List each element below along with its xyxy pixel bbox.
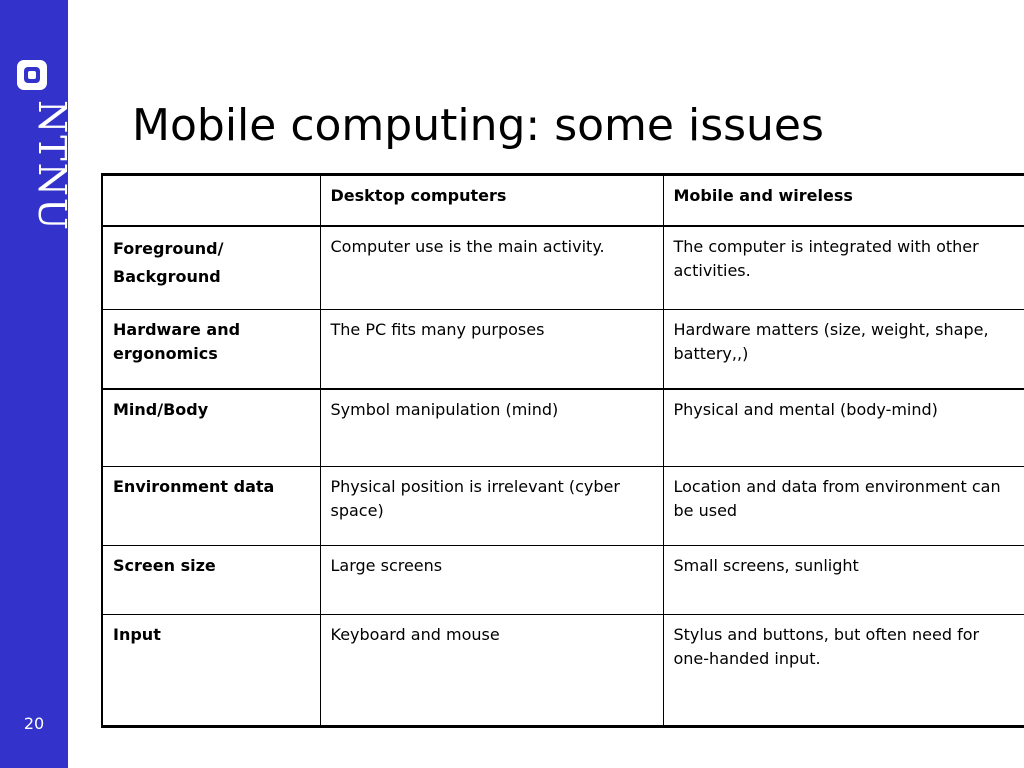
- row-label: Input: [102, 615, 320, 727]
- desktop-cell: Keyboard and mouse: [320, 615, 663, 727]
- mobile-cell: The computer is integrated with other activities.: [663, 226, 1024, 310]
- mobile-cell: Hardware matters (size, weight, shape, battery,,): [663, 310, 1024, 389]
- row-label-line: Foreground/: [113, 238, 224, 258]
- table-row: [102, 389, 1024, 467]
- row-label-line: Background: [113, 266, 221, 286]
- table-row: [102, 226, 1024, 310]
- comparison-table: [101, 173, 1024, 728]
- header-cell-mobile: Mobile and wireless: [663, 175, 1024, 226]
- page-number: 20: [23, 714, 45, 733]
- row-label: Hardware and ergonomics: [102, 310, 320, 389]
- desktop-cell: Large screens: [320, 546, 663, 615]
- ntnu-logo-text: NTNU: [30, 100, 74, 232]
- row-label: [102, 226, 320, 310]
- row-label: Environment data: [102, 467, 320, 546]
- sidebar: [0, 0, 74, 768]
- header-cell-desktop: Desktop computers: [320, 175, 663, 226]
- row-label: Screen size: [102, 546, 320, 615]
- mobile-cell: Physical and mental (body-mind): [663, 389, 1024, 467]
- table-row: [102, 310, 1024, 389]
- desktop-cell: The PC fits many purposes: [320, 310, 663, 389]
- table-row: [102, 467, 1024, 546]
- mobile-cell: Stylus and buttons, but often need for one-handed input.: [663, 615, 1024, 727]
- mobile-cell: Location and data from environment can be used: [663, 467, 1024, 546]
- table-header-row: [102, 175, 1024, 226]
- mobile-cell: Small screens, sunlight: [663, 546, 1024, 615]
- ntnu-logo-icon: [17, 60, 47, 90]
- table-row: [102, 615, 1024, 727]
- desktop-cell: Computer use is the main activity.: [320, 226, 663, 310]
- header-cell-empty: [102, 175, 320, 226]
- desktop-cell: Physical position is irrelevant (cyber space): [320, 467, 663, 546]
- table-row: [102, 546, 1024, 615]
- slide-title: Mobile computing: some issues: [132, 100, 824, 151]
- row-label: Mind/Body: [102, 389, 320, 467]
- desktop-cell: Symbol manipulation (mind): [320, 389, 663, 467]
